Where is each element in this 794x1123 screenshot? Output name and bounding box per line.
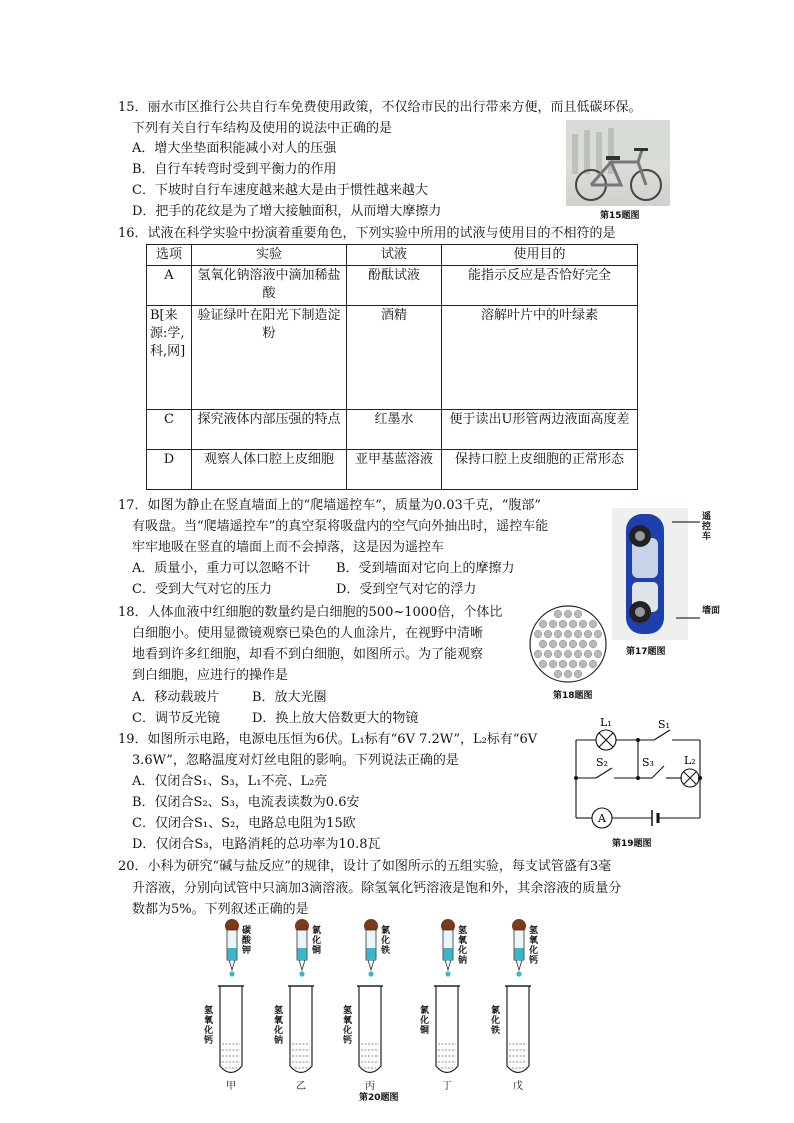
- red-blood-cell: [579, 640, 587, 648]
- q15-option-c: C．下坡时自行车速度越来越大是由于惯性越来越大: [132, 183, 428, 198]
- red-blood-cell: [549, 660, 557, 668]
- dropper-label: 氯化铜: [312, 926, 322, 956]
- test-tube-icon: [288, 984, 314, 1080]
- dropper-icon: [436, 918, 460, 978]
- q20-figure-caption: 第20题图: [359, 1093, 399, 1103]
- q17-option-c: C．受到大气对它的压力: [132, 582, 272, 597]
- tube-label: 氢氧化钙: [343, 1006, 353, 1046]
- red-blood-cell: [554, 650, 562, 658]
- cell-experiment: 氢氧化钠溶液中滴加稀盐酸: [192, 266, 347, 306]
- cell-reagent: 酒精: [347, 306, 442, 410]
- header-option: 选项: [147, 245, 192, 266]
- test-tube-icon: [434, 984, 460, 1080]
- cell-experiment: 探究液体内部压强的特点: [192, 410, 347, 450]
- red-blood-cell: [589, 620, 597, 628]
- tube-name: 乙: [296, 1081, 306, 1092]
- q18-figure-caption: 第18题图: [553, 691, 593, 701]
- red-blood-cell: [569, 620, 577, 628]
- tube-label: 氯化铁: [491, 1006, 501, 1036]
- q19-figure-caption: 第19题图: [612, 839, 652, 849]
- q15-stem-line2: 下列有关自行车结构及使用的说法中正确的是: [132, 121, 393, 136]
- dropper-label: 氯化铁: [381, 926, 391, 956]
- red-blood-cell: [539, 640, 547, 648]
- tube-name: 甲: [226, 1081, 236, 1092]
- bicycle-icon: [566, 120, 670, 206]
- q15-figure-caption: 第15题图: [600, 211, 640, 221]
- cell-option: A: [147, 266, 192, 306]
- q17-option-b: B．受到墙面对它向上的摩擦力: [336, 561, 515, 576]
- cell-experiment: 验证绿叶在阳光下制造淀粉: [192, 306, 347, 410]
- cell-experiment: 观察人体口腔上皮细胞: [192, 450, 347, 490]
- q20-line3: 数都为5%。下列叙述正确的是: [132, 902, 309, 917]
- label-ammeter: A: [598, 812, 606, 825]
- q15-option-d: D．把手的花纹是为了增大接触面积，从而增大摩擦力: [132, 204, 442, 219]
- q15-stem-line1: 15．丽水市区推行公共自行车免费使用政策，不仅给市民的出行带来方便，而且低碳环保。: [118, 100, 642, 115]
- red-blood-cell: [549, 620, 557, 628]
- red-blood-cell: [594, 650, 602, 658]
- header-experiment: 实验: [192, 245, 347, 266]
- dropper-label: 氢氧化钙: [529, 926, 539, 966]
- dropper-icon: [507, 918, 531, 978]
- red-blood-cell: [564, 670, 572, 678]
- label-L2: L₂: [684, 754, 696, 767]
- q16-table: [146, 244, 638, 490]
- cell-purpose: 溶解叶片中的叶绿素: [442, 306, 638, 410]
- tube-label: 氢氧化钠: [274, 1006, 284, 1046]
- q17-figure-caption: 第17题图: [626, 647, 666, 657]
- q15-bicycle-photo: [566, 120, 670, 206]
- q19-circuit-diagram: [570, 714, 720, 834]
- red-blood-cell: [534, 650, 542, 658]
- dropper-icon: [359, 918, 383, 978]
- dropper-icon: [220, 918, 244, 978]
- dropper-label: 碳酸钾: [242, 926, 252, 956]
- q18-line4: 到白细胞，应进行的操作是: [132, 668, 289, 683]
- label-S2: S₂: [596, 756, 608, 769]
- dropper-icon: [290, 918, 314, 978]
- q18-line3: 地看到许多红细胞，却看不到白细胞，如图所示。为了能观察: [132, 647, 484, 662]
- test-tube-icon: [357, 984, 383, 1080]
- table-row: [147, 450, 638, 490]
- red-blood-cell: [589, 660, 597, 668]
- q16-stem: 16．试液在科学实验中扮演着重要角色，下列实验中所用的试液与使用目的不相符的是: [118, 226, 616, 241]
- q15-option-b: B．自行车转弯时受到平衡力的作用: [132, 162, 337, 177]
- red-blood-cell: [574, 630, 582, 638]
- q18-microscope-field: [528, 604, 608, 684]
- table-row: [147, 306, 638, 410]
- red-blood-cell: [539, 620, 547, 628]
- red-blood-cell: [569, 640, 577, 648]
- q15-option-a: A．增大坐垫面积能减小对人的压强: [132, 141, 337, 156]
- label-S3: S₃: [642, 756, 654, 769]
- q19-option-c: C．仅闭合S₁、S₂，电路总电阻为15欧: [132, 816, 356, 831]
- tube-name: 丙: [365, 1081, 375, 1092]
- cell-reagent: 红墨水: [347, 410, 442, 450]
- red-blood-cell: [579, 660, 587, 668]
- red-blood-cell: [574, 670, 582, 678]
- red-blood-cell: [554, 610, 562, 618]
- cell-purpose: 能指示反应是否恰好完全: [442, 266, 638, 306]
- q18-option-d: D．换上放大倍数更大的物镜: [252, 711, 419, 726]
- red-blood-cell: [554, 670, 562, 678]
- cell-option: B[来源:学,科,网]: [147, 306, 192, 410]
- red-blood-cell: [594, 630, 602, 638]
- q19-option-d: D．仅闭合S₃，电路消耗的总功率为10.8瓦: [132, 837, 381, 852]
- q18-line1: 18．人体血液中红细胞的数量约是白细胞的500~1000倍，个体比: [118, 605, 503, 620]
- q17-line1: 17．如图为静止在竖直墙面上的“爬墙遥控车”，质量为0.03千克，“腹部”: [118, 498, 542, 513]
- cell-reagent: 酚酞试液: [347, 266, 442, 306]
- cell-reagent: 亚甲基蓝溶液: [347, 450, 442, 490]
- table-row: [147, 410, 638, 450]
- q17-line2: 有吸盘。当“爬墙遥控车”的真空泵将吸盘内的空气向外抽出时，遥控车能: [132, 519, 549, 534]
- red-blood-cell: [564, 650, 572, 658]
- red-blood-cell: [544, 650, 552, 658]
- tube-name: 戊: [513, 1081, 523, 1092]
- q17-option-a: A．质量小，重力可以忽略不计: [132, 561, 311, 576]
- header-purpose: 使用目的: [442, 245, 638, 266]
- q20-line1: 20．小科为研究“碱与盐反应”的规律，设计了如图所示的五组实验，每支试管盛有3毫: [118, 859, 612, 874]
- red-blood-cell: [574, 610, 582, 618]
- red-blood-cell: [564, 630, 572, 638]
- q18-option-c: C．调节反光镜: [132, 711, 220, 726]
- header-reagent: 试液: [347, 245, 442, 266]
- red-blood-cell: [569, 660, 577, 668]
- tube-label: 氯化铜: [420, 1006, 430, 1036]
- cell-option: D: [147, 450, 192, 490]
- q18-line2: 白细胞小。使用显微镜观察已染色的人血涂片，在视野中清晰: [132, 626, 484, 641]
- q19-option-a: A．仅闭合S₁、S₃，L₁不亮、L₂亮: [132, 774, 328, 789]
- label-S1: S₁: [658, 718, 670, 731]
- q17-label-wall: 墙面: [702, 606, 721, 616]
- red-blood-cell: [539, 660, 547, 668]
- cell-purpose: 保持口腔上皮细胞的正常形态: [442, 450, 638, 490]
- q19-line2: 3.6W”，忽略温度对灯丝电阻的影响。下列说法正确的是: [132, 753, 459, 768]
- red-blood-cell: [574, 650, 582, 658]
- tube-name: 丁: [442, 1081, 452, 1092]
- red-blood-cell: [584, 630, 592, 638]
- label-L1: L₁: [600, 716, 612, 729]
- red-blood-cell: [549, 640, 557, 648]
- q17-label-car: 遥控车: [702, 512, 712, 542]
- red-blood-cell: [559, 660, 567, 668]
- table-row: [147, 266, 638, 306]
- red-blood-cell: [554, 630, 562, 638]
- red-blood-cell: [559, 620, 567, 628]
- red-blood-cell: [584, 650, 592, 658]
- cell-option: C: [147, 410, 192, 450]
- red-blood-cell: [564, 610, 572, 618]
- red-blood-cell: [589, 640, 597, 648]
- q18-option-b: B．放大光圈: [252, 690, 327, 705]
- test-tube-icon: [218, 984, 244, 1080]
- cell-purpose: 便于读出U形管两边液面高度差: [442, 410, 638, 450]
- q17-option-d: D．受到空气对它的浮力: [336, 582, 477, 597]
- tube-label: 氢氧化钙: [204, 1006, 214, 1046]
- test-tube-icon: [505, 984, 531, 1080]
- table-header-row: [147, 245, 638, 266]
- q20-line2: 升溶液，分别向试管中只滴加3滴溶液。除氢氧化钙溶液是饱和外，其余溶液的质量分: [132, 881, 622, 896]
- red-blood-cell: [579, 620, 587, 628]
- red-blood-cell: [559, 640, 567, 648]
- q17-line3: 牢牢地吸在竖直的墙面上而不会掉落，这是因为遥控车: [132, 540, 445, 555]
- q19-option-b: B．仅闭合S₂、S₃，电流表读数为0.6安: [132, 795, 360, 810]
- q18-option-a: A．移动载玻片: [132, 690, 220, 705]
- q19-line1: 19．如图所示电路，电源电压恒为6伏。L₁标有“6V 7.2W”，L₂标有“6V: [118, 732, 538, 747]
- q17-pointer-lines: [672, 510, 702, 630]
- dropper-label: 氢氧化钠: [458, 926, 468, 966]
- red-blood-cell: [544, 630, 552, 638]
- red-blood-cell: [534, 630, 542, 638]
